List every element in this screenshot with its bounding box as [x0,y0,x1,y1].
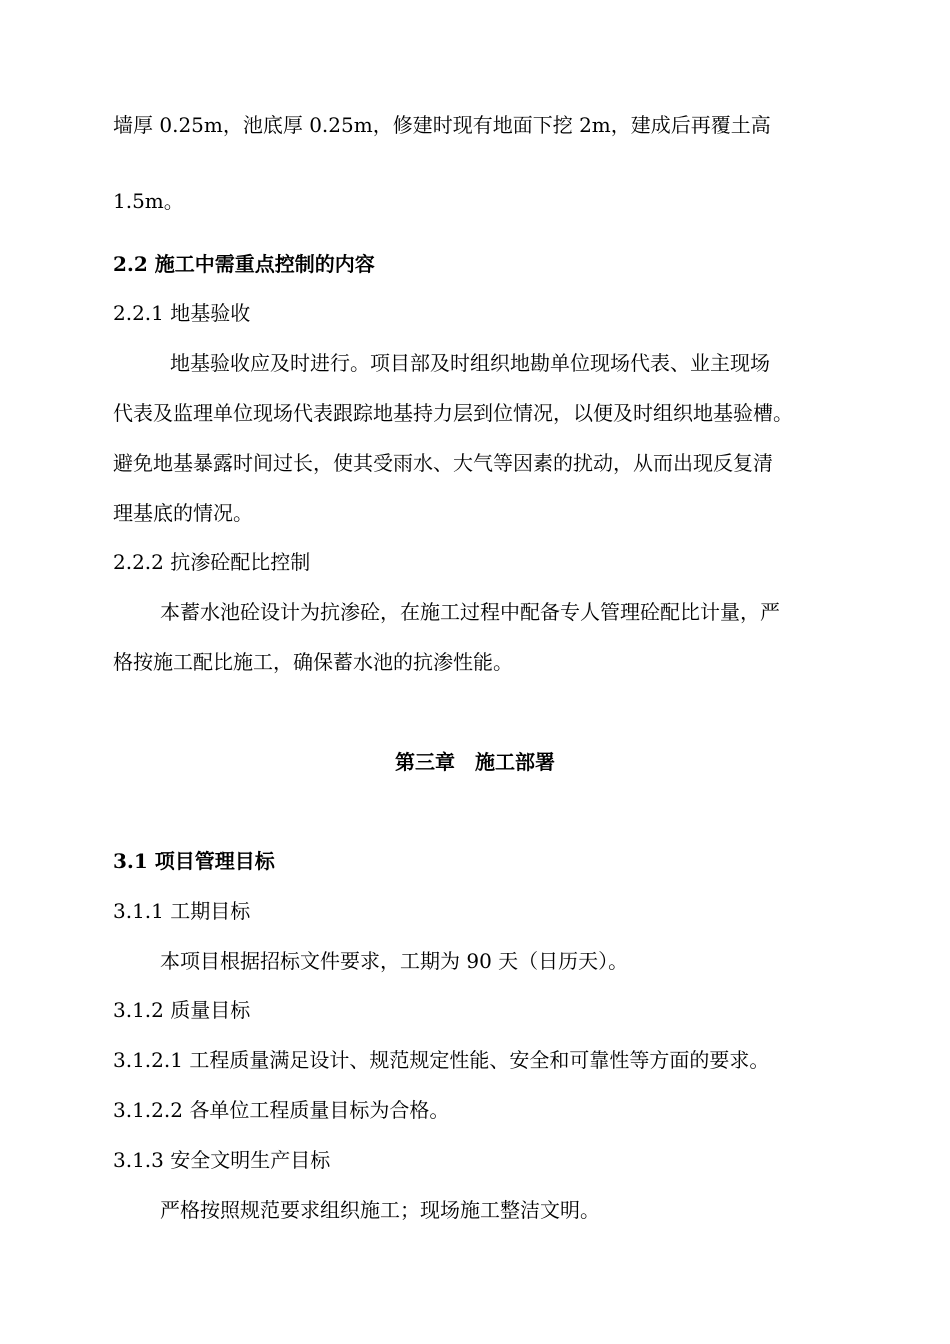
subsection-heading-2-2-2: 2.2.2 抗渗砼配比控制 [113,550,311,574]
paragraph-line: 格按施工配比施工，确保蓄水池的抗渗性能。 [113,650,513,674]
section-heading-3-1: 3.1 项目管理目标 [113,849,275,873]
paragraph-line: 本项目根据招标文件要求，工期为 90 天（日历天）。 [160,949,629,973]
paragraph-line: 理基底的情况。 [113,501,253,525]
section-heading-2-2: 2.2 施工中需重点控制的内容 [113,252,375,276]
paragraph-line: 避免地基暴露时间过长，使其受雨水、大气等因素的扰动，从而出现反复清 [113,451,773,475]
paragraph-line: 地基验收应及时进行。项目部及时组织地勘单位现场代表、业主现场 [170,351,770,375]
list-item: 3.1.2.1 工程质量满足设计、规范规定性能、安全和可靠性等方面的要求。 [113,1048,770,1072]
subsection-heading-3-1-2: 3.1.2 质量目标 [113,998,251,1022]
paragraph-line: 本蓄水池砼设计为抗渗砼，在施工过程中配备专人管理砼配比计量，严 [160,600,780,624]
subsection-heading-3-1-1: 3.1.1 工期目标 [113,899,251,923]
list-item: 3.1.2.2 各单位工程质量目标为合格。 [113,1098,450,1122]
subsection-heading-3-1-3: 3.1.3 安全文明生产目标 [113,1148,331,1172]
paragraph-line: 严格按照规范要求组织施工；现场施工整洁文明。 [160,1198,600,1222]
paragraph-line: 代表及监理单位现场代表跟踪地基持力层到位情况，以便及时组织地基验槽。 [113,401,793,425]
paragraph-line: 1.5m。 [113,189,184,213]
paragraph-line: 墙厚 0.25m，池底厚 0.25m，修建时现有地面下挖 2m，建成后再覆土高 [113,113,771,137]
subsection-heading-2-2-1: 2.2.1 地基验收 [113,301,251,325]
chapter-title: 第三章 施工部署 [395,750,555,774]
